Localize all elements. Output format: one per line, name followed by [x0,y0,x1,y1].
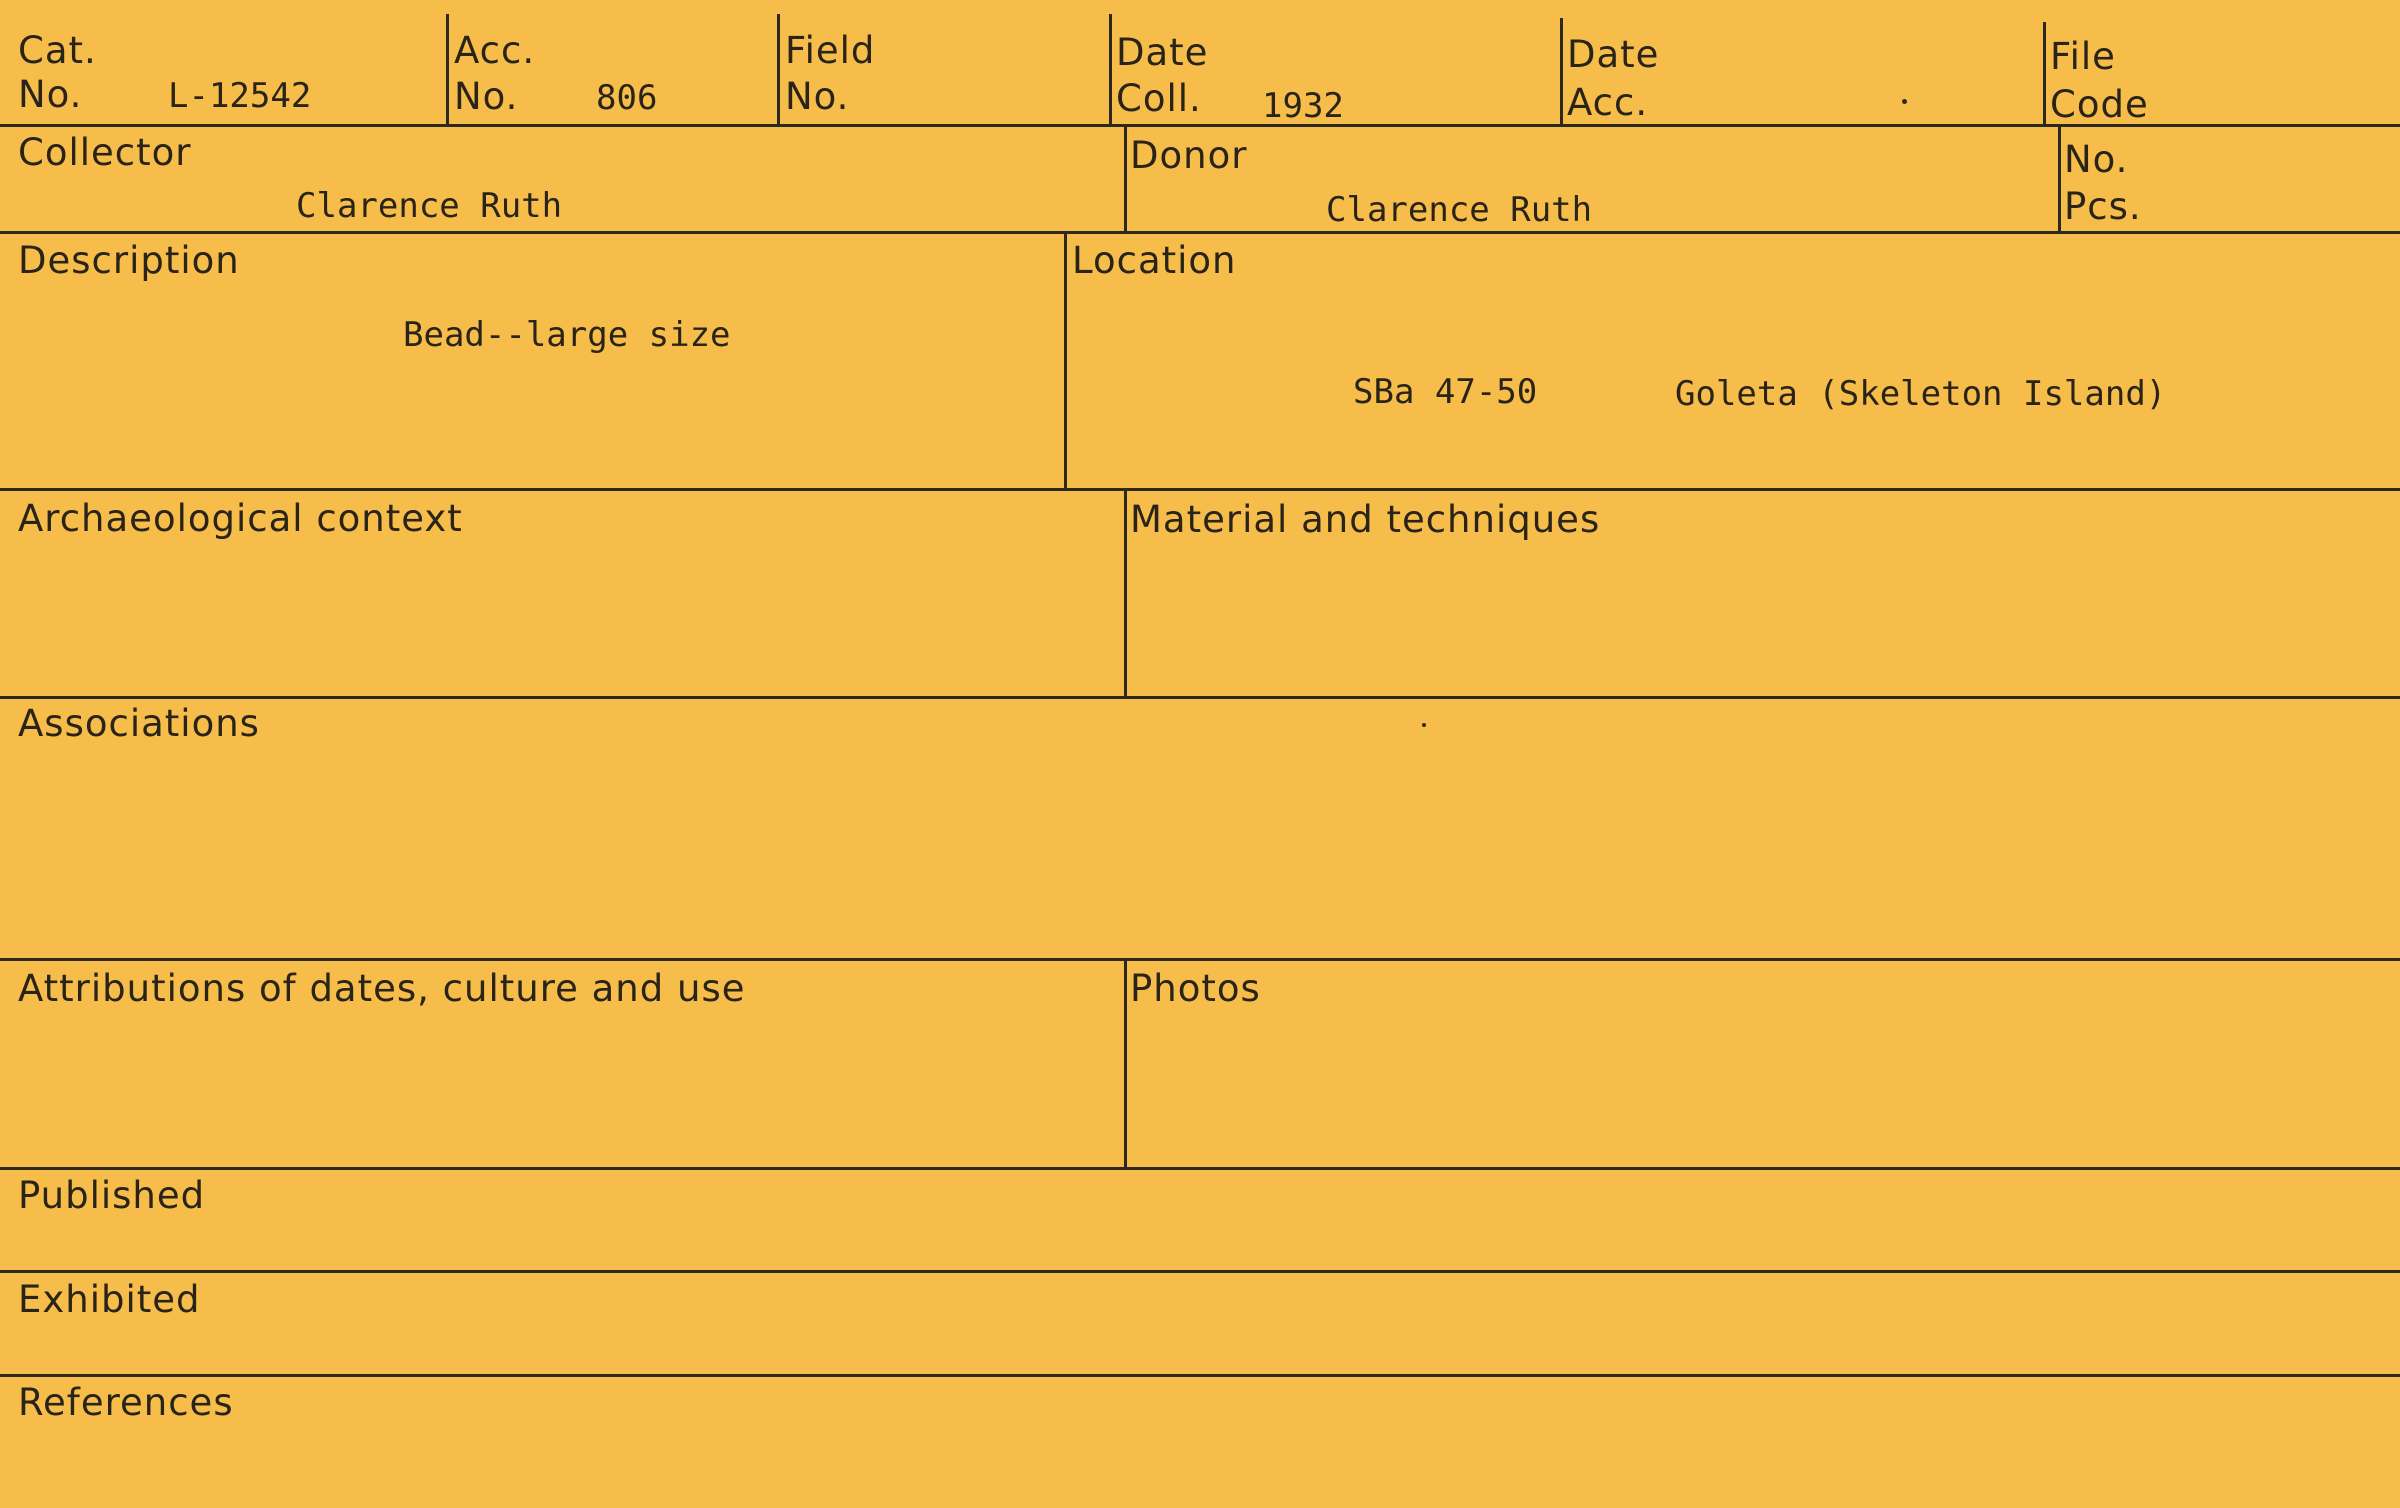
field-no-label: No. [785,75,850,118]
divider-dateacc-file [2043,22,2046,126]
references-label: References [18,1381,234,1424]
rule-attributions-bottom [0,1167,2400,1170]
coll-label: Coll. [1116,77,1202,120]
date-coll-label: Date [1116,31,1209,74]
context-label: Archaeological context [18,497,463,540]
acc-label: Acc. [454,29,536,72]
divider-cat-acc [446,14,449,126]
divider-description-location [1064,233,1067,489]
field-label: Field [785,29,876,72]
date-acc-label: Date [1567,33,1660,76]
attributions-label: Attributions of dates, culture and use [18,967,746,1010]
location-site-value: SBa 47-50 [1353,372,1538,412]
rule-associations-bottom [0,958,2400,961]
collector-value: Clarence Ruth [296,186,563,226]
divider-datecoll-dateacc [1560,18,1563,126]
rule-description-bottom [0,488,2400,491]
ink-speck [1902,99,1907,104]
rule-published-bottom [0,1270,2400,1273]
rule-collector-bottom [0,231,2400,234]
divider-field-datecoll [1109,14,1112,126]
code-label: Code [2050,83,2149,126]
acc-date-label: Acc. [1567,81,1649,124]
collector-label: Collector [18,131,192,174]
divider-context-material [1124,490,1127,697]
pcs-label: Pcs. [2064,185,2142,228]
associations-label: Associations [18,702,260,745]
divider-acc-field [777,14,780,126]
ink-speck [1422,723,1426,727]
location-label: Location [1072,239,1237,282]
donor-label: Donor [1130,134,1248,177]
rule-context-bottom [0,696,2400,699]
rule-header-bottom [0,124,2400,127]
material-label: Material and techniques [1130,498,1601,541]
file-label: File [2050,35,2116,78]
location-place-value: Goleta (Skeleton Island) [1675,374,2167,414]
date-coll-value: 1932 [1262,86,1344,126]
photos-label: Photos [1130,967,1261,1010]
divider-donor-pcs [2058,126,2061,232]
description-label: Description [18,239,240,282]
acc-no-value: 806 [596,78,658,118]
pcs-no-label: No. [2064,138,2129,181]
cat-no-label: No. [18,73,83,116]
divider-collector-donor [1124,126,1127,232]
divider-attributions-photos [1124,960,1127,1168]
acc-no-label: No. [454,75,519,118]
donor-value: Clarence Ruth [1326,190,1593,230]
description-value: Bead--large size [403,315,731,355]
exhibited-label: Exhibited [18,1278,201,1321]
published-label: Published [18,1174,206,1217]
rule-exhibited-bottom [0,1374,2400,1377]
cat-no-value: L-12542 [168,76,312,116]
cat-label: Cat. [18,29,97,72]
